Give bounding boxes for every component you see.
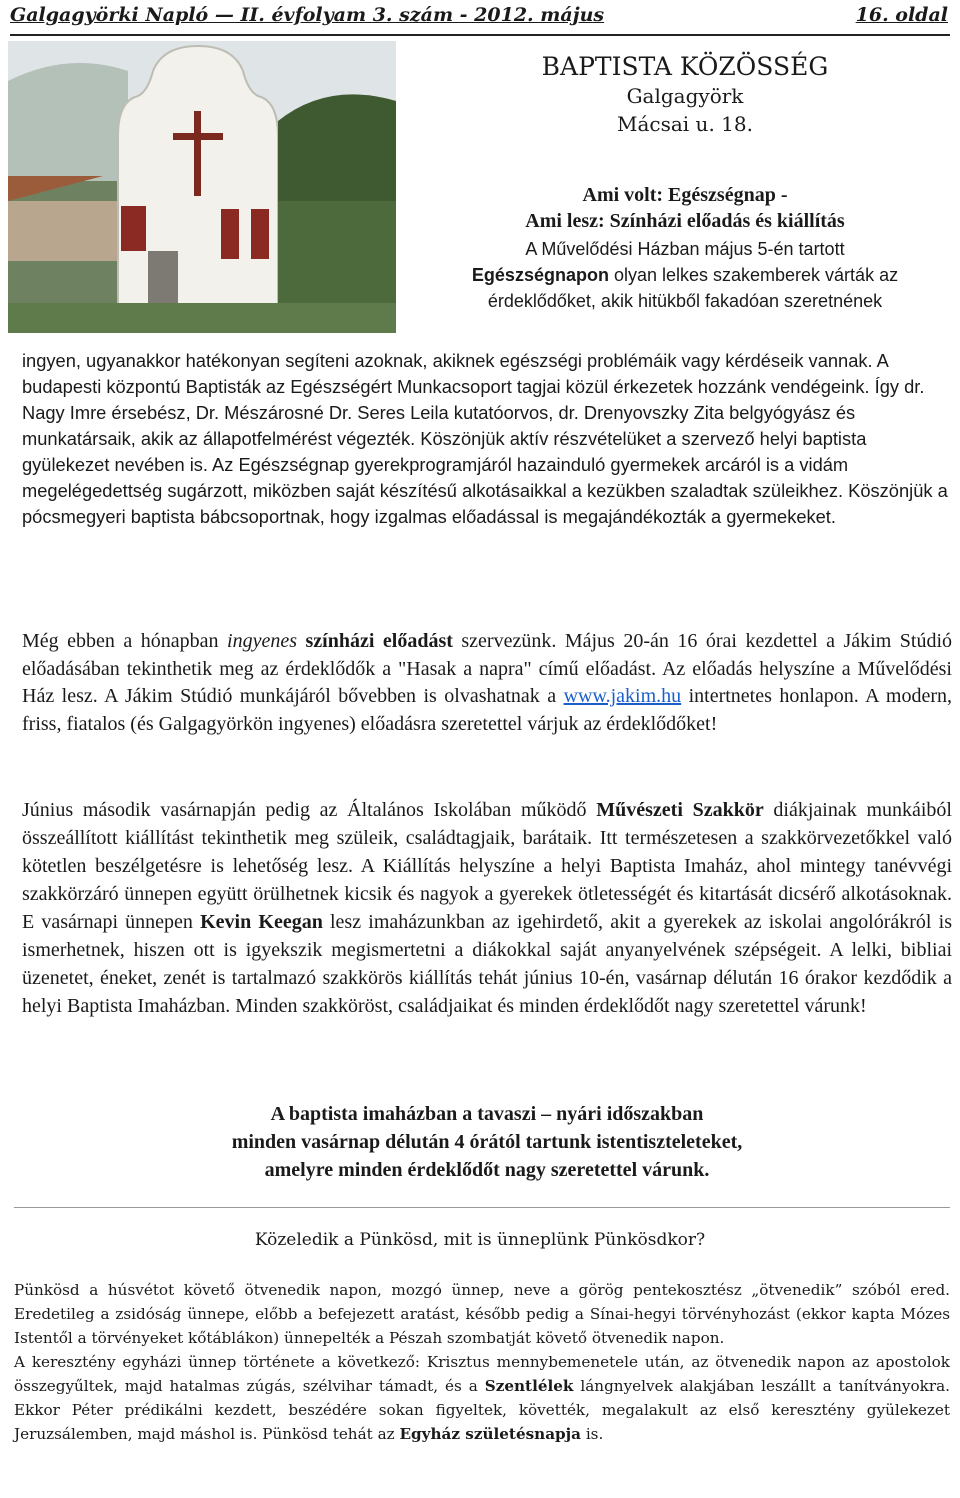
header-page-number: 16. oldal — [855, 4, 948, 26]
announcement-line-1: A baptista imaházban a tavaszi – nyári időszakban — [270, 1103, 704, 1125]
pentecost-p2-bold-2: Egyház születésnapja — [399, 1425, 581, 1443]
section-divider — [14, 1207, 950, 1208]
pentecost-heading: Közeledik a Pünkösd, mit is ünneplünk Pünkösdkor? — [254, 1230, 706, 1250]
community-title-block — [420, 52, 950, 138]
p2-text-d: intertnetes honlapon. A modern, friss, fiatalos (és Galgagyörkön ingyenes) előadásra szeretettel várjuk az érdeklődőket! — [22, 685, 952, 735]
paragraph-theatre — [22, 628, 952, 738]
announcement-line-2: minden vasárnap délután 4 órától tartunk istentiszteleteket, — [231, 1131, 743, 1153]
pentecost-text — [14, 1278, 950, 1446]
p3-bold-2: Kevin Keegan — [200, 911, 323, 933]
intro-line-3: érdeklődőket, akik hitükből fakadóan szeretnének — [487, 291, 883, 311]
paragraph-exhibition — [22, 796, 952, 1020]
paragraph-health-day: ingyen, ugyanakkor hatékonyan segíteni azoknak, akiknek egészségi problémáik vagy kérdéseik vannak. A budapesti központú Baptisták az Egészségért Munkacsoport tagjai közül érkezetek hozzánk vendégeink. Így dr. Nagy Imre érsebész, Dr. Mészárosné Dr. Seres Leila kutatóorvos, dr. Drenyovszky Zita belgyógyász és munkatársaik, akik az állapotfelmérést végezték. Köszönjük aktív részvételüket a szervező helyi baptista gyülekezet nevében is. Az Egészségnap gyerekprogramjáról hazainduló gyermekek arcáról is a vidám megelégedettség sugárzott, miközben saját készítésű alkotásaikkal a kezükben szaladtak szüleikhez. Köszönjük a pócsmegyeri baptista bábcsoportnak, hogy izgalmas előadással is megajándékozták a gyermekeket. — [22, 350, 948, 527]
pentecost-p2-a: A keresztény egyházi ünnep története a következő: Krisztus mennybemenetele után, az ötvenedik napon az apostolok összegyűltek, majd hatalmas zúgás, szélvihar támadt, és a — [14, 1353, 950, 1395]
p2-text-b — [297, 630, 306, 652]
community-town: Galgagyörk — [626, 84, 744, 108]
p3-text-c: lesz imaházunkban az igehirdető, akit a gyerekek az iskolai angolórákról is ismerhetnek, hiszen ott is igyekszik megismertetni a diákokkal saját anyanyelvének szépségeit. A lelki, bibliai üzenetet, éneket, zenét is tartalmazó szakkörös kiállítás tehát június 10-én, vasárnap délután 16 órakor kezdődik a helyi Baptista Imaházban. Minden szakköröst, családjaikat és minden érdeklődőt nagy szeretettel várunk! — [22, 911, 952, 1017]
intro-line-2-rest: olyan lelkes szakemberek várták az — [608, 265, 899, 285]
subheading-line-1: Ami volt: Egészségnap - — [582, 184, 788, 206]
church-illustration — [8, 41, 396, 333]
page-header — [10, 0, 950, 36]
p2-italic: ingyenes — [227, 630, 298, 652]
service-announcement — [22, 1100, 952, 1184]
community-name: BAPTISTA KÖZÖSSÉG — [541, 52, 829, 81]
pentecost-paragraph-2 — [14, 1350, 950, 1446]
intro-line-2 — [410, 262, 960, 288]
p3-bold-1: Művészeti Szakkör — [596, 799, 764, 821]
pentecost-p2-bold-1: Szentlélek — [484, 1377, 574, 1395]
p2-text-a: Még ebben a hónapban — [22, 630, 228, 652]
pentecost-p2-b: lángnyelvek alakjában leszállt a tanítványokra. Ekkor Péter prédikálni kezdett, beszédére sokan figyeltek, követték, megalakult az első keresztény gyülekezet Jeruzsálemben, majd máshol is. Pünkösd tehát az — [14, 1377, 950, 1443]
intro-line-1: A Művelődési Házban május 5-én tartott — [525, 239, 845, 259]
intro-bold: Egészségnapon — [471, 265, 609, 285]
intro-text — [410, 236, 960, 314]
jakim-link[interactable]: www.jakim.hu — [563, 685, 682, 707]
community-address: Mácsai u. 18. — [617, 112, 753, 136]
church-photo — [8, 41, 396, 333]
subheading-line-2: Ami lesz: Színházi előadás és kiállítás — [525, 210, 845, 232]
p3-text-b: diákjainak munkáiból összeállított kiállítást tekinthetik meg szüleik, családtagjaik, barátaik. Itt természetesen a szakkörvezetőkkel való kötetlen beszélgetésre is lehetőség lesz. A Kiállítás helyszíne a helyi Baptista Imaház, ahol mintegy tanévvégi szakkörzáró ünnepen együtt örülhetnek kicsik és nagyok a gyerekek ötletességét és kitartását dicsérő alkotásoknak. E vasárnapi ünnepen — [22, 799, 952, 933]
article-subheading — [405, 182, 960, 234]
p2-text-c: szervezünk. Május 20-án 16 órai kezdettel a Jákim Stúdió előadásában tekinthetik meg az érdeklődők a "Hasak a napra" című előadást. Az előadás helyszíne a Művelődési Ház lesz. A Jákim Stúdió munkájáról bővebben is olvashatnak a — [22, 630, 952, 707]
announcement-line-3: amelyre minden érdeklődőt nagy szeretettel várunk. — [264, 1159, 710, 1181]
header-publication: Galgagyörki Napló — II. évfolyam 3. szám - 2012. május — [10, 4, 605, 26]
p3-text-a: Június második vasárnapján pedig az Általános Iskolában működő — [22, 799, 597, 821]
pentecost-paragraph-1: Pünkösd a húsvétot követő ötvenedik napon, mozgó ünnep, neve a görög pentekosztész „ötvenedik” szóból ered. Eredetileg a zsidóság ünnepe, előbb a befejezett aratást, később pedig a Sínai-hegyi törvényhozást (ekkor kapta Mózes Istentől a törvényeket kőtáblákon) ünnepelték a Pészah szombatját követő ötvenedik napon. — [14, 1281, 950, 1347]
pentecost-p2-c: is. — [581, 1425, 604, 1443]
p2-bold: színházi előadást — [305, 630, 453, 652]
